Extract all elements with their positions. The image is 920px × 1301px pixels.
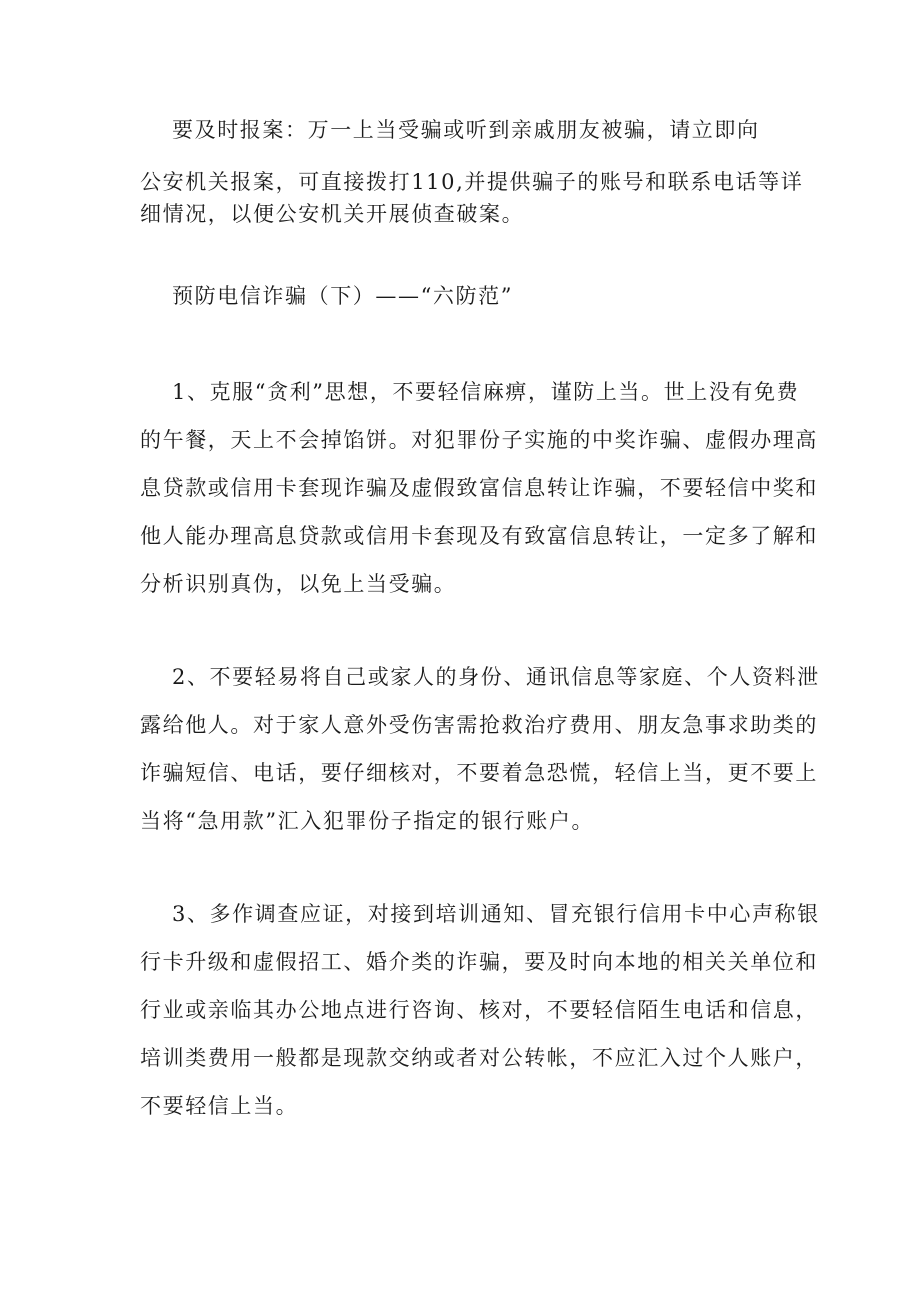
text-line: 的午餐，天上不会掉馅饼。对犯罪份子实施的中奖诈骗、虚假办理高 bbox=[140, 428, 818, 452]
text-line: 细情况，以便公安机关开展侦查破案。 bbox=[140, 202, 525, 226]
text-line: 2、不要轻易将自己或家人的身份、通讯信息等家庭、个人资料泄 bbox=[172, 665, 820, 689]
text-line: 息贷款或信用卡套现诈骗及虚假致富信息转让诈骗，不要轻信中奖和 bbox=[140, 476, 818, 500]
text-line: 要及时报案：万一上当受骗或听到亲戚朋友被骗，请立即向 bbox=[172, 118, 760, 142]
text-line: 行卡升级和虚假招工、婚介类的诈骗，要及时向本地的相关关单位和 bbox=[140, 950, 818, 974]
text-line: 诈骗短信、电话，要仔细核对，不要着急恐慌，轻信上当，更不要上 bbox=[140, 761, 818, 785]
text-line: 3、多作调查应证，对接到培训通知、冒充银行信用卡中心声称银 bbox=[172, 902, 820, 926]
text-line: 公安机关报案，可直接拨打110,并提供骗子的账号和联系电话等详 bbox=[140, 170, 804, 194]
text-line: 露给他人。对于家人意外受伤害需抢救治疗费用、朋友急事求助类的 bbox=[140, 713, 818, 737]
section-heading: 预防电信诈骗（下）——“六防范” bbox=[172, 284, 514, 308]
text-line: 1、克服“贪利”思想，不要轻信麻痹，谨防上当。世上没有免费 bbox=[172, 380, 800, 404]
text-line: 当将“急用款”汇入犯罪份子指定的银行账户。 bbox=[140, 809, 595, 833]
text-line: 行业或亲临其办公地点进行咨询、核对，不要轻信陌生电话和信息， bbox=[140, 998, 818, 1022]
text-line: 不要轻信上当。 bbox=[140, 1094, 299, 1118]
text-line: 他人能办理高息贷款或信用卡套现及有致富信息转让，一定多了解和 bbox=[140, 524, 818, 548]
text-line: 分析识别真伪，以免上当受骗。 bbox=[140, 572, 457, 596]
text-line: 培训类费用一般都是现款交纳或者对公转帐，不应汇入过个人账户， bbox=[140, 1046, 818, 1070]
